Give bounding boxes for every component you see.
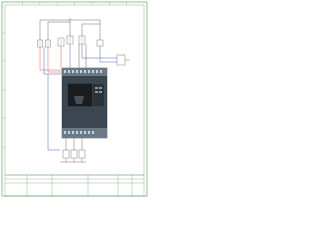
output-device-2 [71, 150, 77, 158]
output-device-leads [66, 158, 82, 162]
output-device-3 [79, 150, 85, 158]
plc-side-panel [93, 84, 104, 106]
schematic-sheet [0, 0, 149, 198]
plc-module [62, 68, 107, 138]
output-devices [63, 150, 85, 158]
breaker-6 [97, 40, 103, 46]
top-zone-ruler [22, 2, 126, 5]
side-terminal [117, 55, 125, 65]
title-block [5, 175, 144, 196]
red-wires [40, 46, 62, 72]
black-wires [79, 44, 86, 70]
output-device-1 [63, 150, 69, 158]
breaker-components [38, 36, 104, 47]
left-zone-ruler [2, 33, 5, 147]
